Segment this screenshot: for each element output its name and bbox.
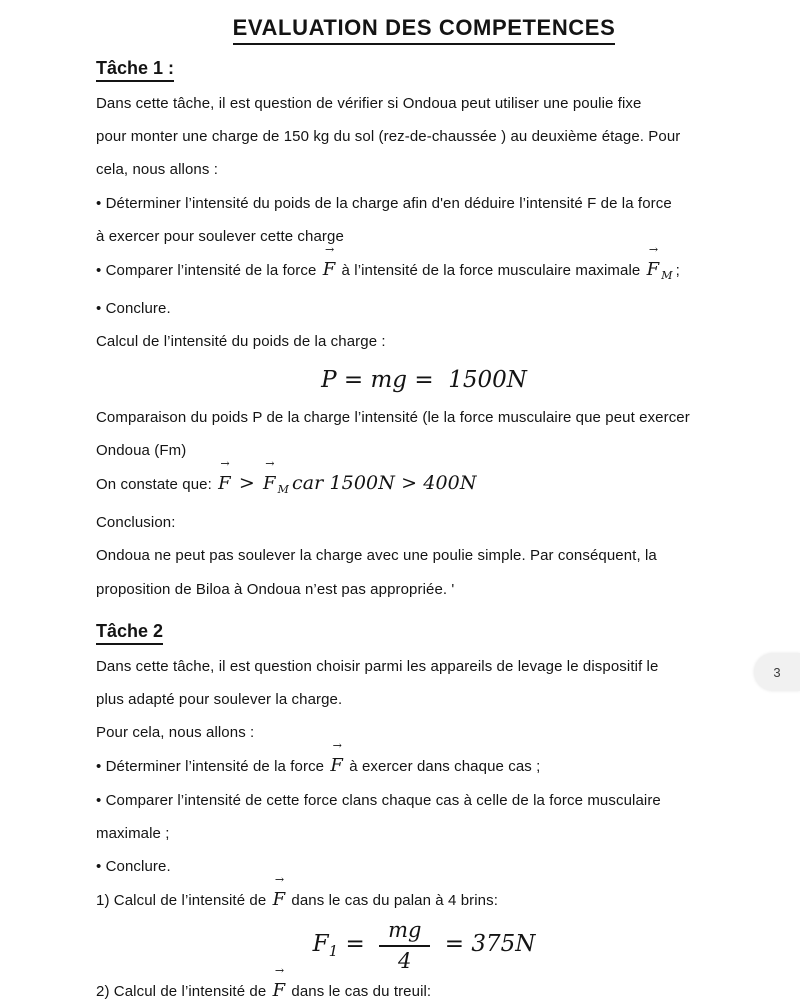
- section-heading: [96, 617, 752, 645]
- text-line: [96, 325, 752, 358]
- text-run: • Déterminer l’intensité du poids de la charge afin d'en déduire l’intensité F de la force: [96, 194, 672, 212]
- text-run: • Conclure.: [96, 300, 171, 318]
- vector-letter: F: [646, 259, 660, 281]
- text-line: [96, 817, 752, 850]
- text-line: [96, 292, 752, 325]
- text-line: [96, 850, 752, 887]
- section-heading-text: Tâche 1 :: [96, 58, 174, 82]
- vector-arrow-icon: →: [274, 873, 285, 887]
- vector-arrow-icon: →: [332, 739, 342, 753]
- text-line: [96, 120, 752, 153]
- text-line: [96, 243, 752, 292]
- text-run: proposition de Biloa à Ondoua n’est pas appropriée. ': [96, 580, 455, 598]
- math-run: =: [338, 931, 373, 958]
- vector-arrow-icon: →: [274, 963, 285, 977]
- text-run: à exercer pour soulever cette charge: [96, 227, 344, 245]
- text-run: Dans cette tâche, il est question de vérifier si Ondoua peut utiliser une poulie fixe: [96, 95, 642, 112]
- text-line: [96, 739, 752, 783]
- math-run: M: [277, 483, 289, 497]
- text-run: • Conclure.: [96, 858, 171, 876]
- text-run: Comparaison du poids P de la charge l’intensité (le la force musculaire que peut exercer: [96, 408, 690, 426]
- text-line: [96, 153, 752, 186]
- vector-symbol: [330, 739, 343, 782]
- text-line: [96, 716, 752, 753]
- text-run: à exercer dans chaque cas ;: [344, 758, 541, 776]
- text-run: pour monter une charge de 150 kg du sol (rez-de-chaussée ) au deuxième étage. Pour: [96, 128, 681, 146]
- text-run: 2) Calcul de l’intensité de: [96, 982, 271, 1000]
- vector-symbol: [646, 243, 660, 286]
- text-line: [96, 573, 752, 606]
- text-run: plus adapté pour soulever la charge.: [96, 691, 343, 709]
- text-line: [96, 873, 752, 917]
- formula: [96, 361, 752, 399]
- text-line: [96, 650, 752, 683]
- text-line: [96, 539, 752, 572]
- text-run: Pour cela, nous allons :: [96, 724, 255, 742]
- text-run: • Comparer l’intensité de cette force clans chaque cas à celle de la force musculaire: [96, 791, 661, 809]
- text-run: maximale ;: [96, 824, 170, 842]
- text-line: [96, 683, 752, 716]
- text-line: [96, 434, 752, 471]
- vector-symbol: [272, 873, 286, 916]
- math-run: F: [312, 931, 329, 958]
- vector-letter: F: [272, 889, 286, 911]
- text-line: [96, 963, 752, 1005]
- text-run: Calcul de l’intensité du poids de la charge :: [96, 333, 386, 351]
- section-heading: [96, 54, 752, 82]
- text-line: [96, 87, 752, 120]
- text-run: cela, nous allons :: [96, 161, 218, 179]
- vector-symbol: [322, 243, 336, 286]
- math-run: car 1500N > 400N: [292, 472, 477, 495]
- text-run: à l’intensité de la force musculaire maximale: [337, 262, 645, 280]
- section-heading-text: Tâche 2: [96, 621, 163, 645]
- fraction: [379, 919, 430, 971]
- math-run: 1: [328, 942, 339, 961]
- text-run: On constate que:: [96, 476, 217, 494]
- vector-symbol: [272, 963, 286, 1005]
- math-run: M: [661, 269, 673, 283]
- vector-symbol: [263, 457, 276, 500]
- text-run: • Déterminer l’intensité de la force: [96, 758, 329, 776]
- vector-arrow-icon: →: [265, 457, 275, 471]
- math-run: P = mg = 1500N: [321, 366, 527, 393]
- text-run: Conclusion:: [96, 514, 176, 532]
- text-line: [96, 506, 752, 539]
- page-title-text: EVALUATION DES COMPETENCES: [233, 15, 616, 45]
- text-run: dans le cas du palan à 4 brins:: [287, 892, 498, 910]
- text-run: • Comparer l’intensité de la force: [96, 262, 321, 280]
- text-line: [96, 457, 752, 506]
- fraction-numerator: mg: [379, 919, 430, 946]
- text-run: dans le cas du treuil:: [287, 982, 432, 1000]
- vector-letter: F: [218, 473, 231, 495]
- vector-letter: F: [322, 259, 336, 281]
- vector-arrow-icon: →: [220, 457, 230, 471]
- vector-letter: F: [272, 979, 286, 1001]
- vector-arrow-icon: →: [324, 243, 335, 257]
- vector-arrow-icon: →: [648, 243, 659, 257]
- formula: [96, 919, 752, 971]
- text-run: Ondoua (Fm): [96, 441, 187, 459]
- vector-symbol: [218, 457, 231, 500]
- page-number-badge: [754, 653, 800, 691]
- page-title: [96, 0, 752, 43]
- text-run: ;: [675, 262, 680, 280]
- text-line: [96, 784, 752, 817]
- fraction-denominator: 4: [398, 948, 412, 973]
- page-number: 3: [773, 664, 781, 680]
- vector-letter: F: [330, 755, 343, 777]
- text-line: [96, 187, 752, 220]
- vector-letter: F: [263, 473, 276, 495]
- math-run: = 375N: [437, 931, 536, 958]
- text-run: Dans cette tâche, il est question choisir parmi les appareils de levage le dispositif le: [96, 657, 659, 675]
- text-run: Ondoua ne peut pas soulever la charge avec une poulie simple. Par conséquent, la: [96, 547, 657, 565]
- text-run: 1) Calcul de l’intensité de: [96, 892, 271, 910]
- text-line: [96, 401, 752, 434]
- math-run: >: [232, 472, 262, 495]
